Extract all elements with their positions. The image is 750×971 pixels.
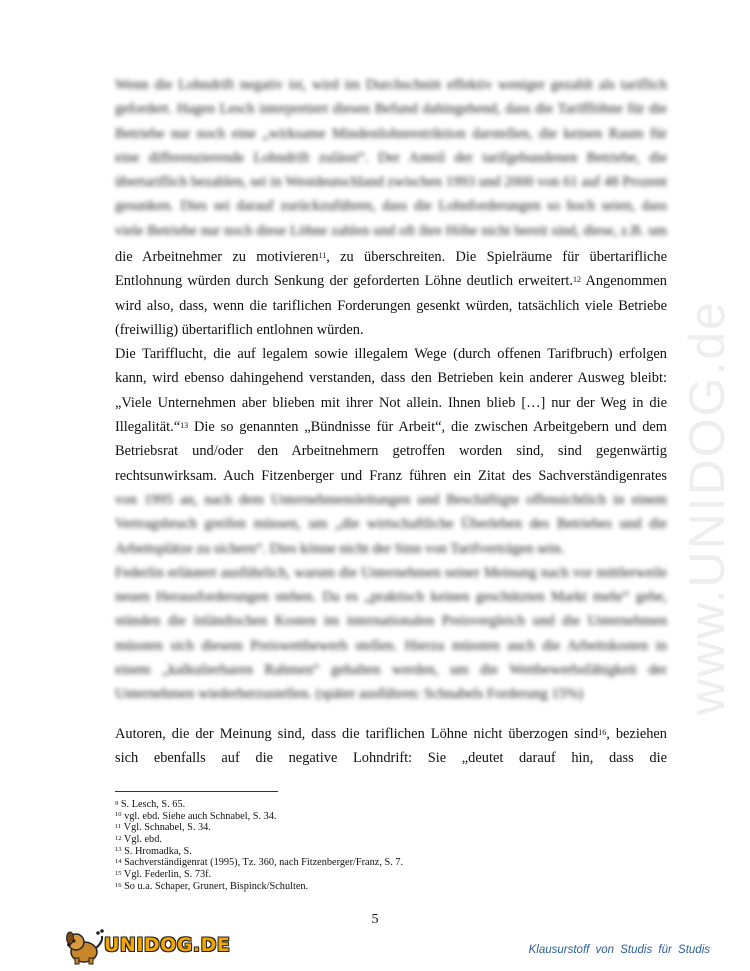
blurred-line: von 1995 an, nach dem Unternehmensleitungen und Beschäftigte offensichtlich in einem xyxy=(115,492,667,508)
blurred-line: gefordert. Hagen Lesch interpretiert diesen Befund dahingehend, dass die Tarifflöhne für die xyxy=(115,101,667,118)
body-line xyxy=(115,746,667,770)
body-line: Betriebsrat und/oder den Arbeitnehmern getroffen worden sind, sind gegenwärtig xyxy=(115,443,667,460)
body-line: (freiwillig) übertariflich entlohnen würden. xyxy=(115,321,364,338)
body-line: kann, wird ebenso dahingehend verstanden, dass den Betrieben kein anderer Ausweg bleibt: xyxy=(115,370,667,387)
footnote: $^{16}$ So u.a. Schaper, Grunert, Bispinck/Schulten. xyxy=(115,880,309,892)
word: dass xyxy=(608,750,634,767)
word: sich xyxy=(115,750,139,767)
body-line: Autoren, die der Meinung sind, dass die tariflichen Löhne nicht überzogen sind$^{16}$, beziehen xyxy=(115,726,667,742)
word: Lohndrift: xyxy=(352,750,413,767)
blurred-line: gesunken. Dies sei darauf zurückzuführen, dass die Lohnforderungen so hoch seien, dass xyxy=(115,198,667,215)
blurred-line: Arbeitsplätze zu sichern“. Dies könne nicht der Sinn von Tarifverträgen sein. xyxy=(115,540,565,557)
blurred-line: Federlin erläutert ausführlich, warum die Unternehmen seiner Meinung nach vor mittlerweile xyxy=(115,564,667,581)
blurred-line: einem „kalkulierbaren Rahmen“ gehalten werden, um die Wettbewerbsfähigkeit der xyxy=(115,662,667,679)
blurred-line: Unternehmen wiederherzustellen. (später ausführen: Schnabels Forderung 15%) xyxy=(115,686,584,703)
body-line: Illegalität.“$^{13}$ Die so genannten „Bündnisse für Arbeit“, die zwischen Arbeitgebern und dem xyxy=(115,419,667,436)
tagline: Klausurstoff von Studis für Studis xyxy=(528,944,710,956)
page-number: 5 xyxy=(371,912,379,927)
word: darauf xyxy=(518,750,556,767)
footnote-ref[interactable]: 16 xyxy=(598,727,607,737)
blurred-line: Betriebe nur noch eine „wirksame Mindestlohnrestriktion darstellen, die keinen Raum für xyxy=(115,125,667,142)
footnote: $^{15}$ Vgl. Federlin, S. 73f. xyxy=(115,869,212,881)
footnote: $^{14}$ Sachverständigenrat (1995), Tz. 360, nach Fitzenberger/Franz, S. 7. xyxy=(115,857,404,869)
word: hin, xyxy=(571,750,594,767)
footnotes xyxy=(115,799,615,893)
footnote: $^{13}$ S. Hromadka, S. xyxy=(115,845,192,857)
footnote: $^9$ S. Lesch, S. 65. xyxy=(115,799,186,810)
word: ebenfalls xyxy=(153,750,206,767)
word: „deutet xyxy=(461,750,504,767)
body-text-clear-bottom xyxy=(115,722,667,771)
footnote-ref[interactable]: 13 xyxy=(180,420,189,430)
footnote-divider xyxy=(115,791,278,792)
footnote-ref[interactable]: 11 xyxy=(318,250,327,260)
blurred-line: müssten sich diesem Preiswettbewerb stellen. Hierzu müssten auch die Arbeitskosten in xyxy=(115,637,667,654)
body-line: Entlohnung würden durch Senkung der geforderten Löhne deutlich erweitert.$^{12}$ Angenommen xyxy=(115,273,667,290)
footnote: $^{11}$ Vgl. Schnabel, S. 34. xyxy=(115,822,211,834)
blurred-line: neuen Herausforderungen stehen. Da es „praktisch keinen geschützten Markt mehr“ gebe, xyxy=(115,589,667,606)
body-text-clear-top xyxy=(115,245,667,488)
body-line: wird also, dass, wenn die tariflichen Forderungen gesenkt würden, tatsächlich viele Betriebe xyxy=(115,297,667,314)
unidog-logo[interactable] xyxy=(62,928,262,966)
blurred-line: Vertragsbruch greifen müssen, um „die wirtschaftliche Überleben des Betriebes und die xyxy=(115,516,667,533)
body-line: rechtsunwirksam. Auch Fitzenberger und Franz führen ein Zitat des Sachverständigenrates xyxy=(115,467,667,484)
blurred-paragraph-middle xyxy=(115,488,667,707)
watermark-text: www.UNIDOG.de xyxy=(679,300,735,715)
logo-text: UNIDOG.DE xyxy=(104,934,231,956)
body-line: die Arbeitnehmer zu motivieren$^{11}$, zu überschreiten. Die Spielräume für übertarifliche xyxy=(115,249,668,265)
dog-icon xyxy=(62,928,106,966)
body-line: „Viele Unternehmen aber blieben mit ihrer Not allein. Ihnen blieb […] nur der Weg in die xyxy=(115,394,667,411)
word: Sie xyxy=(427,750,447,767)
word: die xyxy=(255,750,273,767)
blurred-line: übertariflich bezahlen, sei in Westdeutschland zwischen 1993 und 2000 von 61 auf 48 Prozent xyxy=(115,174,667,191)
word: die xyxy=(649,750,667,767)
body-line: Die Tarifflucht, die auf legalem sowie illegalem Wege (durch offenen Tarifbruch) erfolgen xyxy=(115,346,667,363)
word: negative xyxy=(288,750,338,767)
footnote-ref[interactable]: 12 xyxy=(573,275,581,285)
footnote: $^{10}$ vgl. ebd. Siehe auch Schnabel, S. 34. xyxy=(115,810,277,822)
blurred-line: viele Betriebe nur noch diese Löhne zahlen und oft ihre Höhe nicht bereit sind, diese, z.B. um xyxy=(115,222,667,239)
footnote: $^{12}$ Vgl. ebd. xyxy=(115,834,162,846)
word: auf xyxy=(221,750,240,767)
blurred-line: stünden die inländischen Kosten im internationalen Preisvergleich und die Unternehmen xyxy=(115,613,667,630)
blurred-paragraph-top xyxy=(115,73,667,243)
blurred-line: eine differenzierende Lohndrift zulässt“. Der Anteil der tarifgebundenen Betriebe, die xyxy=(115,149,667,166)
blurred-line: Wenn die Lohndrift negativ ist, wird im Durchschnitt effektiv weniger gezahlt als tariflich xyxy=(115,77,667,93)
